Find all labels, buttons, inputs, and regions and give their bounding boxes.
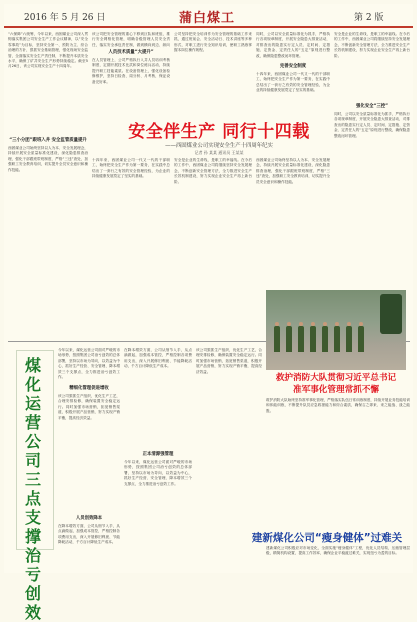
soldiers-photo xyxy=(266,290,406,370)
headline-deck: ——西固煤业公司实现安全生产十四周年纪实 xyxy=(165,143,273,149)
soldier-figure xyxy=(298,326,304,352)
subhead-6: 人员创效降本 xyxy=(75,516,103,521)
bottom-column-3: 该公司狠抓生产组织，优化生产工艺，合理安排检修，确保装置安全稳定运行。同时加强市场营销，拓宽销售渠道，积极开展产品营销，努力实现产销平衡，提高经济效益。 xyxy=(196,348,262,374)
photo-article-body: 救护消防大队始终坚持准军事化管理，严格落实队伍日常训练制度，持续开展业务技能培训和体能训练，不断提升队员应急救援能力和综合素质，确保召之即来、来之能战、战之能胜。 xyxy=(266,398,410,413)
page-number: 第 2 版 xyxy=(354,13,384,23)
soldier-figure xyxy=(322,326,328,352)
soldier-figure xyxy=(346,326,352,352)
masthead: 蒲白煤工 xyxy=(179,11,236,26)
bottom-column-1c: 在降本增效方面，公司从细节入手，从点滴做起，加强成本管控，严格控制各项费用支出，深入开展修旧利废、节能降耗活动，千方百计降低生产成本。 xyxy=(58,524,120,545)
bottom-article-body: 建新煤化公司积极应对市场变化，全面实施“瘦身健体”工程，优化人员结构，压缩管理层级，精简机构设置，提高工作效率，确保企业平稳渡过难关，实现扭亏为盈的目标。 xyxy=(266,546,410,556)
soldier-figure xyxy=(274,326,280,352)
main-headline: 安全伴生产 同行十四载 xyxy=(128,122,310,142)
photo-caption-line2: 准军事化管理常抓不懈 xyxy=(293,385,379,395)
bottom-headline: 建新煤化公司“瘦身健体”过难关 xyxy=(251,532,403,544)
bottom-column-2b: 今年以来，煤化运营公司面对严峻的市场形势，按照集团公司治亏创效的总体部署，坚持以市场为导向，以效益为中心，抓好生产经营、安全管理、降本增效三个支撑点，全力推进治亏创效工作。 xyxy=(124,460,192,486)
subhead-1: “三小分团”跟班入井 安全监管质量提升 xyxy=(9,138,87,143)
soldier-figure xyxy=(310,326,316,352)
soldier-figure xyxy=(358,326,364,352)
newspaper-page xyxy=(4,4,413,622)
article-column-4c: 西固煤业公司始终坚持以人为本、安全发展理念，持续开展安全质量标准化建设，深化隐患排查治理，强化干部跟班带班制度，严格“三违”查处，加强职工安全教育培训，切实提升全员安全意识和操作技能。 xyxy=(256,158,330,184)
article-column-5b: 同时，公司以安全质量标准化为抓手，严格执行各项规章制度，开展安全隐患大排查活动，对排查出的隐患实行定人员、定时间、定措施、定资金、定责任人的“五定”原则进行整改，确保隐患整改闭环管理。 xyxy=(334,112,410,138)
soldier-figure xyxy=(334,326,340,352)
issue-date: 2016 年 5 月 26 日 xyxy=(24,13,106,23)
headline-byline: 记者 孙 某某 通讯员 王某某 xyxy=(194,150,244,155)
subhead-3: 完善安全制度 xyxy=(279,64,307,69)
side-title: 煤化运营公司三点支撑治亏创效 xyxy=(24,356,41,622)
article-column-2b: 在人员管理上，公司严格执行入井人员培训考核制度，定期开展技术比武和岗位练兵活动，持续提升职工技能素质。在设备管理上，强化设备检修维护，坚持日检查、周分析、月考核，保证设备完好率。 xyxy=(92,58,170,84)
subhead-2: 人员技术质量“大提升” xyxy=(108,50,154,55)
foreground-soldier xyxy=(380,294,402,334)
subhead-4: 强化安全“三控” xyxy=(355,104,389,109)
page-header xyxy=(4,4,413,28)
article-column-3: 公司坚持把安全培训作为安全管理的基础工作来抓，通过班前会、安全活动日、技术讲座等多种形式，对职工进行安全知识培训，使职工熟练掌握本岗位操作规程。 xyxy=(174,32,252,53)
article-column-2c: 十四年来，西固煤业公司一代又一代的干部职工，始终把安全生产作为第一要务，在实践中总结出了一套行之有效的安全管理经验，为企业的持续健康发展奠定了坚实的基础。 xyxy=(92,158,170,179)
article-column-5a: 安全是企业的生命线，是职工的幸福线。在今后的工作中，西固煤业公司将继续坚持安全发展理念，不断创新安全管理方法，全力推进安全生产长效机制建设，努力实现企业安全生产再上新台阶。 xyxy=(334,32,410,58)
soldier-figure xyxy=(286,326,292,352)
bottom-column-2a: 在降本增效方面，公司从细节入手，从点滴做起，加强成本管控，严格控制各项费用支出，深入开展修旧利废、节能降耗活动，千方百计降低生产成本。 xyxy=(124,348,192,369)
article-column-2a: 该公司把安全管理的重心下移到区队和班组，推行安全网格化管理，明确各级管理人员安全责任，落实安全承包责任制，做到横向到边、纵向 xyxy=(92,32,170,47)
article-column-3b: 安全是企业的生命线，是职工的幸福线。在今后的工作中，西固煤业公司将继续坚持安全发展理念，不断创新安全管理方法，全力推进安全生产长效机制建设，努力实现企业安全生产再上新台阶。 xyxy=(174,158,252,184)
photo-caption-line1: 救护消防大队贯彻习近平总书记 xyxy=(275,373,397,383)
subhead-5: 精细化管理促进增收 xyxy=(69,386,109,391)
subhead-7: 正本清源强管理 xyxy=(142,452,174,457)
article-column-1b: 西固煤业公司始终坚持以人为本、安全发展理念，持续开展安全质量标准化建设，深化隐患排查治理，强化干部跟班带班制度，严格“三违”查处，加强职工安全教育培训，切实提升全员安全意识和操作技能。 xyxy=(8,146,88,172)
bottom-column-1b: 该公司狠抓生产组织，优化生产工艺，合理安排检修，确保装置安全稳定运行。同时加强市场营销，拓宽销售渠道，积极开展产品营销，努力实现产销平衡，提高经济效益。 xyxy=(58,394,120,420)
article-column-4a: 同时，公司以安全质量标准化为抓手，严格执行各项规章制度，开展安全隐患大排查活动，对排查出的隐患实行定人员、定时间、定措施、定资金、定责任人的“五定”原则进行整改，确保隐患整改闭环管理。 xyxy=(256,32,330,58)
article-column-4b: 十四年来，西固煤业公司一代又一代的干部职工，始终把安全生产作为第一要务，在实践中总结出了一套行之有效的安全管理经验，为企业的持续健康发展奠定了坚实的基础。 xyxy=(256,72,330,93)
bottom-column-1a: 今年以来，煤化运营公司面对严峻的市场形势，按照集团公司治亏创效的总体部署，坚持以市场为导向，以效益为中心，抓好生产经营、安全管理、降本增效三个支撑点，全力推进治亏创效工作。 xyxy=(58,348,120,380)
article-column-1a: “六保障”六统筹，今年以来，西固煤业公司深入贯彻落实集团公司安全生产工作会议精神，以“安全零事故”为目标，坚持安全第一、预防为主、综合治理的方针，狠抓安全基础管理，强化现场安全监管，全面落实安全生产责任制，不断提升本质安全水平，确保了矿井安全生产形势持续稳定。截至5月26日，该公司实现安全生产十四周年。 xyxy=(8,32,88,69)
